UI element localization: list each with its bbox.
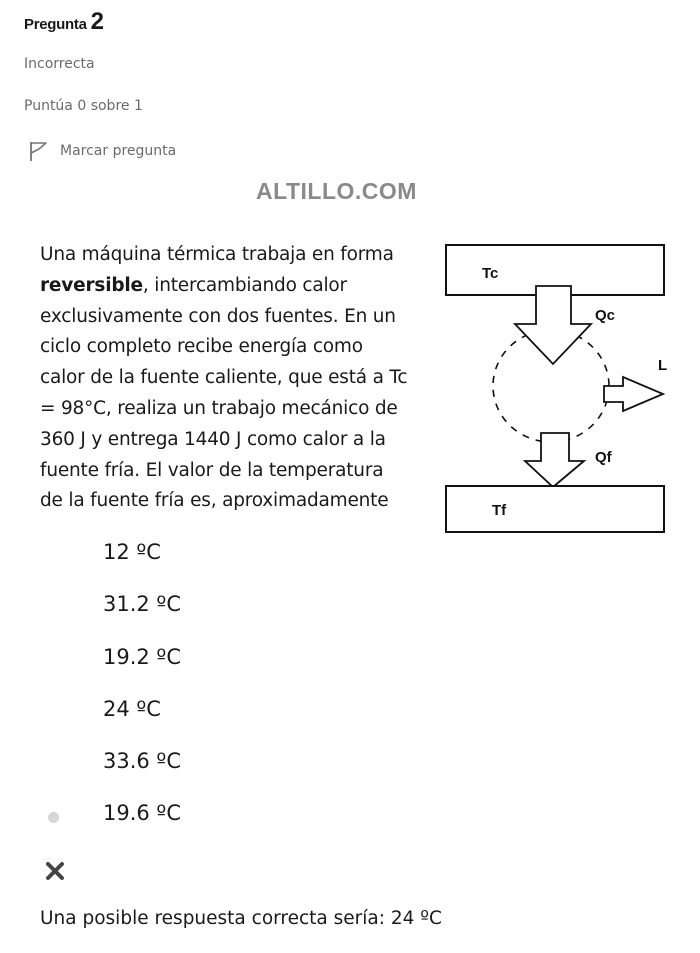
incorrect-x-icon bbox=[44, 860, 66, 882]
answer-option[interactable] bbox=[40, 691, 440, 743]
answer-radio[interactable] bbox=[48, 812, 59, 823]
answer-label: 31.2 ºC bbox=[103, 592, 181, 617]
qc-label: Qc bbox=[595, 307, 616, 324]
answer-option[interactable] bbox=[40, 795, 440, 847]
heat-engine-diagram bbox=[440, 240, 670, 540]
question-text-line: fuente fría. El valor de la temperatura bbox=[40, 459, 384, 481]
question-text-line: ciclo completo recibe energía como bbox=[40, 336, 363, 358]
answer-radio[interactable] bbox=[48, 708, 59, 719]
answer-option[interactable] bbox=[40, 639, 440, 691]
question-title-prefix: Pregunta bbox=[24, 16, 87, 33]
answer-radio[interactable] bbox=[48, 656, 59, 667]
question-text-line bbox=[40, 271, 440, 302]
question-text bbox=[40, 240, 440, 517]
answer-list bbox=[40, 534, 440, 848]
answer-label: 24 ºC bbox=[103, 696, 161, 721]
qf-arrow bbox=[525, 433, 584, 487]
work-label: L bbox=[658, 357, 668, 374]
answer-label: 33.6 ºC bbox=[103, 749, 181, 774]
correct-answer-feedback: Una posible respuesta correcta sería: 24 ºC bbox=[40, 908, 442, 929]
answer-label: 12 ºC bbox=[103, 540, 161, 564]
answer-option[interactable] bbox=[40, 586, 440, 638]
answer-radio[interactable] bbox=[48, 603, 59, 614]
answer-radio[interactable] bbox=[48, 760, 59, 771]
answer-label: 19.2 ºC bbox=[103, 644, 181, 669]
answer-label: 19.6 ºC bbox=[103, 801, 181, 826]
answer-option[interactable] bbox=[40, 534, 440, 586]
hot-reservoir-label: Tc bbox=[482, 265, 499, 282]
answer-radio[interactable] bbox=[48, 551, 59, 562]
question-title bbox=[24, 8, 104, 36]
question-text-line: calor de la fuente caliente, que está a Tc bbox=[40, 367, 408, 389]
question-text-line: exclusivamente con dos fuentes. En un bbox=[40, 305, 396, 327]
qc-arrow bbox=[515, 286, 591, 364]
flag-question-label: Marcar pregunta bbox=[60, 143, 177, 159]
question-text-line: de la fuente fría es, aproximadamente bbox=[40, 490, 389, 512]
flag-icon bbox=[28, 140, 48, 162]
question-grade: Puntúa 0 sobre 1 bbox=[24, 98, 143, 114]
answer-option[interactable] bbox=[40, 743, 440, 795]
question-text-line: Una máquina térmica trabaja en forma bbox=[40, 244, 394, 265]
qf-label: Qf bbox=[595, 449, 612, 466]
flag-question-button[interactable] bbox=[28, 140, 176, 162]
question-text-rest: , intercambiando calor bbox=[142, 274, 347, 296]
question-number: 2 bbox=[90, 8, 104, 35]
question-text-line: 360 J y entrega 1440 J como calor a la bbox=[40, 428, 386, 450]
cold-reservoir-label: Tf bbox=[492, 502, 507, 519]
cold-reservoir-box bbox=[446, 486, 664, 532]
question-state: Incorrecta bbox=[24, 56, 95, 72]
work-arrow bbox=[604, 377, 663, 411]
question-text-line: = 98°C, realiza un trabajo mecánico de bbox=[40, 397, 398, 419]
question-text-bold: reversible bbox=[40, 274, 143, 296]
watermark: ALTILLO.COM bbox=[256, 178, 417, 204]
